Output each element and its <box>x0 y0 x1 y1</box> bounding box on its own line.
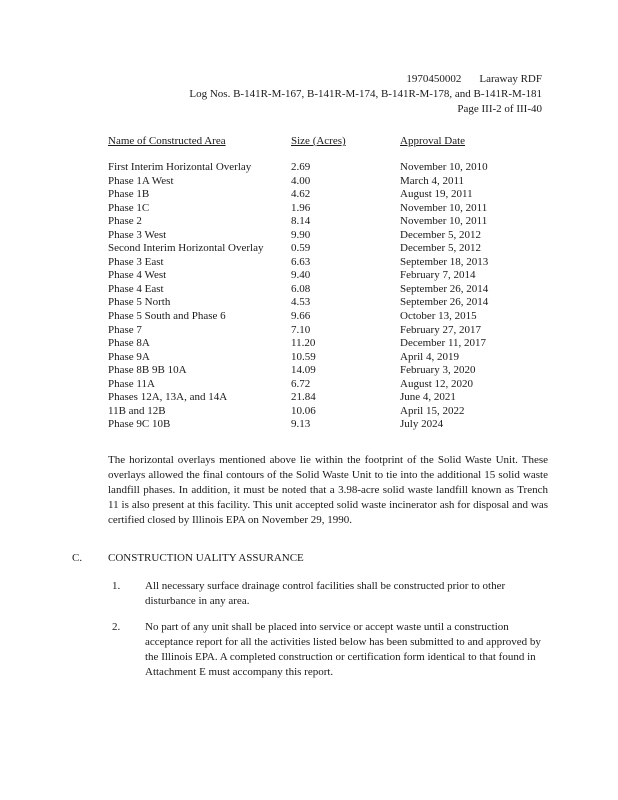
table-row <box>108 364 548 378</box>
table-row <box>108 161 548 175</box>
table-row <box>108 418 548 432</box>
area-name: Phase 7 <box>108 323 142 336</box>
table-row <box>108 215 548 229</box>
area-size: 4.62 <box>291 188 311 201</box>
approval-date: September 18, 2013 <box>400 255 489 268</box>
approval-date: September 26, 2014 <box>400 296 489 309</box>
approval-date: July 2024 <box>400 418 444 431</box>
header-page-label: Page III-2 of III-40 <box>457 103 542 115</box>
area-name: Phase 9C 10B <box>108 418 171 431</box>
approval-date: December 5, 2012 <box>400 242 481 255</box>
approval-date: October 13, 2015 <box>400 310 477 323</box>
column-header-name: Name of Constructed Area <box>108 135 226 147</box>
table-row <box>108 405 548 419</box>
area-size: 6.08 <box>291 282 311 295</box>
constructed-areas-table <box>108 161 548 432</box>
area-name: Phases 12A, 13A, and 14A <box>108 391 228 404</box>
area-size: 9.40 <box>291 269 311 282</box>
area-name: Phase 2 <box>108 215 142 228</box>
facility-name: Laraway RDF <box>479 73 542 85</box>
approval-date: December 11, 2017 <box>400 337 487 350</box>
table-row <box>108 337 548 351</box>
column-header-size: Size (Acres) <box>291 135 346 147</box>
item-text: All necessary surface drainage control facilities shall be constructed prior to other disturbance in any area. <box>145 580 506 607</box>
approval-date: November 10, 2010 <box>400 161 488 173</box>
area-size: 7.10 <box>291 323 311 336</box>
area-size: 6.63 <box>291 255 311 268</box>
approval-date: April 4, 2019 <box>400 350 459 363</box>
section-title: CONSTRUCTION UALITY ASSURANCE <box>108 552 304 564</box>
area-size: 0.59 <box>291 242 311 255</box>
table-row <box>108 202 548 216</box>
item-number: 1. <box>112 580 121 592</box>
table-row <box>108 378 548 392</box>
area-name: Phase 8B 9B 10A <box>108 364 187 377</box>
approval-date: September 26, 2014 <box>400 282 489 295</box>
area-size: 10.06 <box>291 404 316 417</box>
area-name: Second Interim Horizontal Overlay <box>108 242 264 255</box>
item-text: No part of any unit shall be placed into service or accept waste until a construction acceptance report for all the activities listed below has been submitted to and approved by the Illinois EPA. A completed construction or certification form identical to that found in Attachment E must accompany this report. <box>145 621 541 678</box>
area-name: Phase 4 East <box>108 282 164 295</box>
approval-date: August 12, 2020 <box>400 377 474 390</box>
area-name: Phase 8A <box>108 337 150 350</box>
area-name: First Interim Horizontal Overlay <box>108 161 252 173</box>
approval-date: February 27, 2017 <box>400 323 481 336</box>
header-permit-line <box>406 72 542 87</box>
area-name: Phase 1B <box>108 188 150 201</box>
area-size: 21.84 <box>291 391 316 404</box>
item-number: 2. <box>112 621 121 633</box>
approval-date: November 10, 2011 <box>400 201 488 214</box>
area-size: 9.90 <box>291 228 311 241</box>
approval-date: March 4, 2011 <box>400 174 465 187</box>
area-name: Phase 3 East <box>108 255 164 268</box>
area-name: Phase 5 North <box>108 296 171 309</box>
table-row <box>108 324 548 338</box>
area-name: Phase 3 West <box>108 228 167 241</box>
table-row <box>108 391 548 405</box>
table-row <box>108 269 548 283</box>
area-size: 2.69 <box>291 161 311 173</box>
area-size: 1.96 <box>291 201 311 214</box>
section-letter: C. <box>72 552 83 564</box>
area-size: 11.20 <box>291 337 316 350</box>
area-size: 9.13 <box>291 418 311 431</box>
approval-date: August 19, 2011 <box>400 188 473 201</box>
table-row <box>108 188 548 202</box>
table-row <box>108 310 548 324</box>
area-size: 10.59 <box>291 350 316 363</box>
area-name: Phase 4 West <box>108 269 167 282</box>
approval-date: December 5, 2012 <box>400 228 481 241</box>
area-name: Phase 9A <box>108 350 150 363</box>
table-row <box>108 256 548 270</box>
area-name: Phase 1A West <box>108 174 174 187</box>
approval-date: April 15, 2022 <box>400 404 465 417</box>
table-row <box>108 351 548 365</box>
header-log-numbers: Log Nos. B-141R-M-167, B-141R-M-174, B-141R-M-178, and B-141R-M-181 <box>189 88 542 100</box>
approval-date: February 7, 2014 <box>400 269 476 282</box>
approval-date: June 4, 2021 <box>400 391 456 404</box>
table-row <box>108 242 548 256</box>
area-size: 4.00 <box>291 174 311 187</box>
area-size: 14.09 <box>291 364 316 377</box>
area-name: Phase 1C <box>108 201 150 214</box>
area-size: 8.14 <box>291 215 311 228</box>
area-size: 4.53 <box>291 296 311 309</box>
area-name: 11B and 12B <box>108 404 166 417</box>
column-header-date: Approval Date <box>400 135 466 147</box>
area-size: 6.72 <box>291 377 311 390</box>
approval-date: February 3, 2020 <box>400 364 476 377</box>
area-name: Phase 11A <box>108 377 155 390</box>
table-row <box>108 229 548 243</box>
table-row <box>108 296 548 310</box>
area-name: Phase 5 South and Phase 6 <box>108 310 226 323</box>
overlay-paragraph: The horizontal overlays mentioned above lie within the footprint of the Solid Waste Unit. These overlays allowed the final contours of the Solid Waste Unit to tie into the additional 15 solid waste landfill phases. In addition, it must be noted that a 3.98-acre solid waste landfill known as Trench 11 is also present at this facility. This unit accepted solid waste incinerator ash for disposal and was certified closed by Illinois EPA on November 29, 1990. <box>108 454 548 526</box>
table-row <box>108 175 548 189</box>
table-row <box>108 283 548 297</box>
approval-date: November 10, 2011 <box>400 215 488 228</box>
area-size: 9.66 <box>291 310 311 323</box>
permit-number: 1970450002 <box>406 73 462 85</box>
